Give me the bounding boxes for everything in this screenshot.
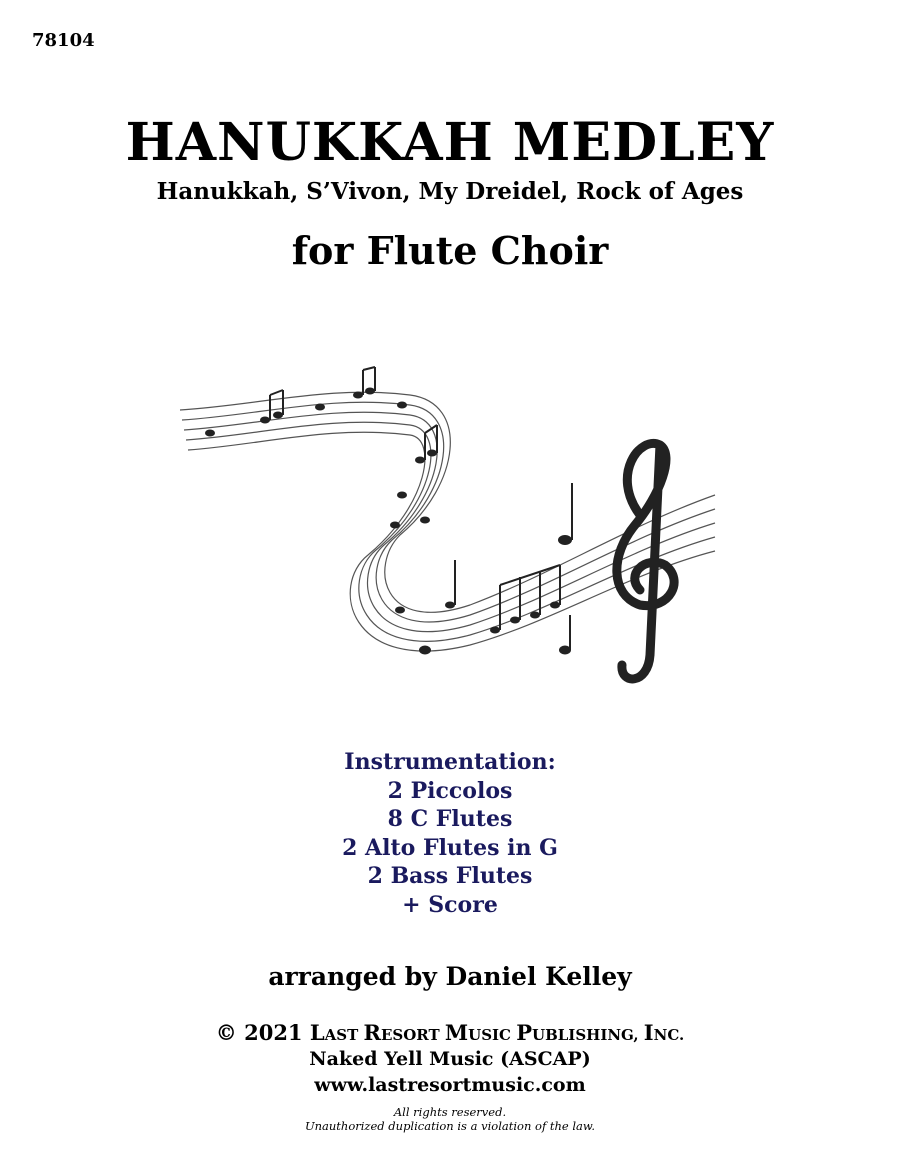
rights-notice bbox=[0, 1105, 900, 1133]
ensemble-line: for Flute Choir bbox=[291, 228, 609, 273]
publisher-word: AST bbox=[324, 1026, 364, 1044]
music-notes-staff-treble-clef-icon bbox=[170, 365, 730, 720]
instrument-item: + Score bbox=[402, 891, 498, 918]
publisher-cap: P bbox=[516, 1020, 532, 1045]
page-title: HANUKKAH MEDLEY bbox=[125, 112, 775, 173]
publisher-cap: M bbox=[444, 1020, 469, 1045]
catalog-number: 78104 bbox=[32, 30, 95, 51]
publisher-word: NC. bbox=[653, 1026, 685, 1044]
publisher-cap: R bbox=[363, 1020, 381, 1045]
song-list-subtitle: Hanukkah, S’Vivon, My Dreidel, Rock of Ages bbox=[156, 178, 744, 205]
publisher-word: ESORT bbox=[380, 1026, 445, 1044]
publisher-word: UBLISHING, bbox=[532, 1026, 644, 1044]
instrument-item: 8 C Flutes bbox=[387, 806, 513, 832]
copyright-line bbox=[0, 1020, 900, 1045]
instrument-item: 2 Piccolos bbox=[387, 777, 513, 804]
publisher-word: USIC bbox=[468, 1026, 517, 1044]
publisher-cap: L bbox=[309, 1020, 325, 1045]
instrument-item: 2 Alto Flutes in G bbox=[342, 834, 558, 861]
instrument-item: 2 Bass Flutes bbox=[367, 863, 533, 889]
publisher-label: Naked Yell Music (ASCAP) bbox=[309, 1048, 591, 1070]
arranger-credit: arranged by Daniel Kelley bbox=[268, 962, 632, 991]
rights-line: Unauthorized duplication is a violation of the law. bbox=[304, 1119, 596, 1133]
rights-line: All rights reserved. bbox=[393, 1105, 507, 1119]
publisher-cap: I bbox=[643, 1020, 654, 1045]
instrumentation-block bbox=[0, 748, 900, 919]
copyright-prefix: © 2021 bbox=[215, 1020, 310, 1045]
website-link[interactable]: www.lastresortmusic.com bbox=[314, 1074, 586, 1096]
instrumentation-heading: Instrumentation: bbox=[344, 749, 556, 775]
